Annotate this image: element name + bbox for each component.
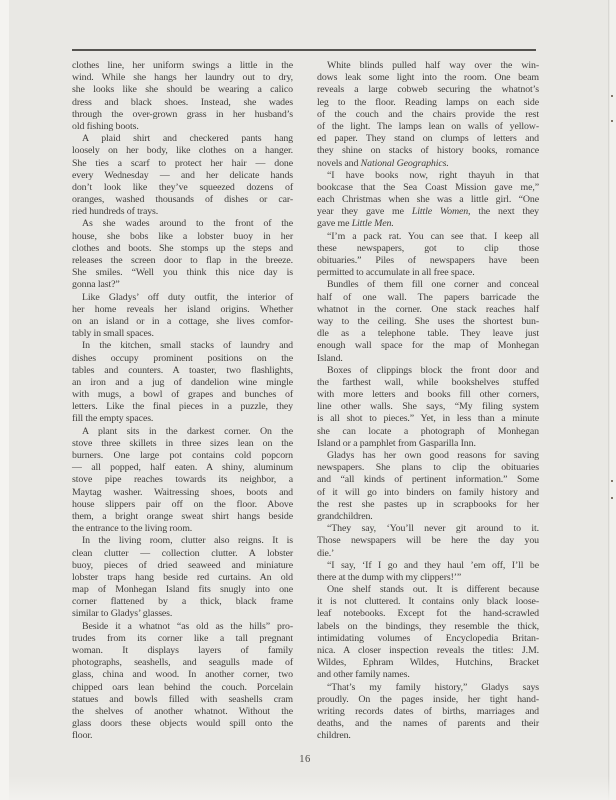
text-line: corner flattened by a thick, black frame xyxy=(72,596,293,608)
text-line: bookcase that the Sea Coast Mission gave me,” xyxy=(317,181,539,193)
text-line: Wildes, Ephram Wildes, Hutchins, Bracket xyxy=(317,657,539,669)
text-line: One shelf stands out. It is different because xyxy=(327,584,539,596)
text-line: with mugs, a bowl of grapes and bunches of xyxy=(72,389,293,401)
text-line: chipped oars lean behind the couch. Porcelain xyxy=(72,681,293,693)
text-line: every Wednesday — and her delicate hands xyxy=(72,169,293,181)
text-line: floor. xyxy=(72,730,93,742)
text-line: Maytag washer. Waitressing shoes, boots and xyxy=(72,486,293,498)
top-rule xyxy=(72,49,536,51)
text-line: there at the dump with my clippers!’” xyxy=(317,571,462,583)
paragraph xyxy=(317,231,539,280)
text-line: clothes line, her uniform swings a little in the xyxy=(72,60,293,71)
paragraph xyxy=(317,560,539,584)
paragraph xyxy=(317,365,539,450)
scan-speck xyxy=(611,480,613,482)
text-line: nica. A closer inspection reveals the titles: J.M. xyxy=(317,645,539,656)
text-line: burners. One large pot contains cold popcorn xyxy=(72,450,293,461)
text-line: Those newspapers will be here the day you xyxy=(317,535,539,547)
text-line: through the over-grown grass in her husband’s xyxy=(72,108,293,120)
text-line: the entrance to the living room. xyxy=(72,523,193,535)
text-line: gave me Little Men. xyxy=(317,218,394,230)
text-line: they shine on stacks of history books, romance xyxy=(317,145,539,157)
text-line: half of one wall. The papers barricade the xyxy=(317,291,539,303)
text-line: her home reveals her island origins. Whether xyxy=(72,303,293,315)
paragraph xyxy=(72,426,293,536)
text-line: clean clutter — collection clutter. A lobster xyxy=(72,547,293,559)
text-line: tables and counters. A toaster, two flashlights, xyxy=(72,364,293,376)
paragraph xyxy=(317,60,539,170)
text-line: leg to the floor. Reading lamps on each side xyxy=(317,96,539,108)
paragraph xyxy=(72,133,293,218)
text-line: intimidating volumes of Encyclopedia Britan- xyxy=(317,632,539,644)
text-line: is all shot to pieces.” Yet, in less than a minute xyxy=(317,413,539,425)
text-line: Bundles of them fill one corner and conceal xyxy=(327,279,539,291)
text-line: “I say, ‘If I go and they haul ’em off, I’ll be xyxy=(327,559,539,571)
text-line: glass doors these objects would spill onto the xyxy=(72,718,293,730)
paragraph xyxy=(72,60,293,133)
text-line: In the kitchen, small stacks of laundry and xyxy=(82,340,293,352)
text-line: leaf notebooks. Except fot the hand-scrawled xyxy=(317,608,539,620)
text-line: reveals a large cobweb securing the whatnot’s xyxy=(317,84,539,96)
text-line: ried hundreds of trays. xyxy=(72,206,159,218)
text-line: “I’m a pack rat. You can see that. I keep all xyxy=(327,230,539,242)
text-line: loosely on her body, like clothes on a hanger. xyxy=(72,145,293,157)
text-line: woman. It displays layers of family xyxy=(72,645,293,656)
text-line: of it will go into binders on family history and xyxy=(317,486,539,498)
text-line: it is not cluttered. It contains only black loose- xyxy=(317,596,539,608)
text-line: “That’s my family history,” Gladys says xyxy=(327,681,539,693)
text-line: buoy, pieces of dried seaweed and miniature xyxy=(72,559,293,571)
text-line: each Christmas when she was a little girl. “One xyxy=(317,194,539,206)
text-line: statues and bowls filled with seashells cram xyxy=(72,693,293,705)
text-line: on an island or in a cottage, she lives comfor- xyxy=(72,315,293,327)
text-line: ed paper. They stand on clumps of letters and xyxy=(317,133,539,145)
text-line: novels and National Geographics. xyxy=(317,157,449,169)
text-line: with more letters and books fill other corners, xyxy=(317,389,539,401)
scan-speck xyxy=(611,497,613,499)
text-line: Island or a pamphlet from Gasparilla Inn. xyxy=(317,437,476,449)
text-line: and “all kinds of pertinent information.” Some xyxy=(317,474,539,486)
text-line: dows leak some light into the room. One beam xyxy=(317,72,539,84)
text-line: wind. While she hangs her laundry out to dry, xyxy=(72,72,293,84)
page-number: 16 xyxy=(299,754,311,765)
text-line: She smiles. “Well you think this nice day is xyxy=(72,267,293,279)
paragraph xyxy=(317,170,539,231)
paragraph xyxy=(317,682,539,743)
scan-edge-bottom xyxy=(0,776,616,800)
text-line: obituaries.” Piles of newspapers have been xyxy=(317,255,539,266)
paragraph xyxy=(317,279,539,364)
text-line: trudes from its corner like a tall pregnant xyxy=(72,632,293,644)
text-line: grandchildren. xyxy=(317,510,373,522)
text-line: them, a bright orange sweat shirt hangs beside xyxy=(72,510,293,522)
text-line: Like Gladys’ off duty outfit, the interior of xyxy=(82,291,293,303)
paragraph xyxy=(72,292,293,341)
text-line: line other walls. She says, “My filing system xyxy=(317,401,539,413)
text-line: don’t look like they’ve squeezed dozens of xyxy=(72,181,293,193)
text-line: She ties a scarf to protect her hair — done xyxy=(72,157,293,169)
text-line: permitted to accumulate in all free space. xyxy=(317,267,475,279)
text-line: map of Monhegan Island fits snugly into one xyxy=(72,584,293,596)
text-line: letters. Like the final pieces in a puzzle, they xyxy=(72,401,293,413)
paragraph xyxy=(317,450,539,523)
text-line: In the living room, clutter also reigns. It is xyxy=(82,535,293,547)
text-line: “They say, ‘You’ll never git around to it. xyxy=(327,523,539,535)
text-line: Boxes of clippings block the front door and xyxy=(327,364,539,376)
text-line: die.’ xyxy=(317,547,335,559)
text-line: house, she bobs like a lobster buoy in her xyxy=(72,230,293,242)
text-line: A plaid shirt and checkered pants hang xyxy=(82,133,293,145)
text-line: of the light. The lamps lean on walls of yellow- xyxy=(317,120,539,132)
paragraph xyxy=(72,218,293,291)
text-line: clothes and boots. She stomps up the steps and xyxy=(72,242,293,254)
text-line: deaths, and the names of parents and their xyxy=(317,718,539,730)
text-line: As she wades around to the front of the xyxy=(82,218,293,230)
text-line: old fishing boots. xyxy=(72,120,139,132)
text-line: children. xyxy=(317,730,351,742)
text-line: year they gave me Little Women, the next they xyxy=(317,206,540,218)
text-line: photographs, seashells, and seagulls made of xyxy=(72,657,293,669)
text-line: and other family names. xyxy=(317,669,410,681)
text-line: of the couch and the chairs provide the rest xyxy=(317,108,539,120)
text-block xyxy=(72,60,539,743)
text-line: — all popped, half eaten. A shiny, aluminum xyxy=(72,462,293,474)
text-line: stove pipe reaches towards its neighbor, a xyxy=(72,474,293,486)
text-line: similar to Gladys’ glasses. xyxy=(72,608,173,620)
text-column-left xyxy=(72,60,293,743)
text-line: Gladys has her own good reasons for saving xyxy=(327,450,539,461)
scan-speck xyxy=(611,95,613,97)
paragraph xyxy=(72,621,293,743)
scan-edge-line xyxy=(608,0,609,800)
text-column-right xyxy=(317,60,539,743)
text-line: an iron and a jug of dandelion wine mingle xyxy=(72,376,293,388)
text-line: the shelves of another whatnot. Without the xyxy=(72,705,293,717)
text-line: releases the screen door to flap in the breeze. xyxy=(72,255,293,266)
paragraph xyxy=(317,584,539,682)
text-line: proudly. On the pages inside, her tight hand- xyxy=(317,693,539,705)
text-line: labels on the bindings, they resemble the thick, xyxy=(317,620,539,632)
text-line: she can locate a photograph of Monhegan xyxy=(317,425,539,437)
paragraph xyxy=(317,523,539,560)
text-line: Beside it a whatnot “as old as the hills” pro- xyxy=(82,620,293,632)
text-line: dishes occupy prominent positions on the xyxy=(72,352,293,364)
text-line: oranges, washed thousands of dishes or car- xyxy=(72,194,293,206)
text-line: Island. xyxy=(317,352,343,364)
text-line: A plant sits in the darkest corner. On the xyxy=(82,425,293,437)
paragraph xyxy=(72,535,293,620)
text-line: stove three skillets in three sizes lean on the xyxy=(72,437,293,449)
text-line: way to the ceiling. She uses the shortest bun- xyxy=(317,315,539,327)
text-line: house slippers pair off on the floor. Above xyxy=(72,498,293,510)
text-line: glass, china and wood. In another corner, two xyxy=(72,669,293,681)
text-line: gonna last?” xyxy=(72,279,120,291)
text-line: the rest she pastes up in scrapbooks for her xyxy=(317,498,539,510)
scan-speck xyxy=(611,120,613,122)
text-line: she looks like she should be wearing a calico xyxy=(72,84,293,96)
text-line: fill the empty spaces. xyxy=(72,413,154,425)
text-line: these newspapers, got to clip those xyxy=(317,242,539,254)
text-line: “I have books now, right thayuh in that xyxy=(327,169,539,181)
scan-edge-left xyxy=(0,0,9,800)
text-line: White blinds pulled half way over the win- xyxy=(327,60,539,71)
text-line: dle as a telephone table. They leave just xyxy=(317,328,539,340)
text-line: writing records dates of births, marriages and xyxy=(317,705,539,717)
text-line: lobster traps hang beside red curtains. An old xyxy=(72,571,293,583)
text-line: the farthest wall, while bookshelves stuffed xyxy=(317,376,539,388)
text-line: enough wall space for the map of Monhegan xyxy=(317,340,539,352)
text-line: tably in small spaces. xyxy=(72,328,154,340)
text-line: whatnot in the corner. One stack reaches half xyxy=(317,303,539,315)
text-line: dress and black shoes. Instead, she wades xyxy=(72,96,293,108)
paragraph xyxy=(72,340,293,425)
text-line: newspapers. She plans to clip the obituaries xyxy=(317,462,539,474)
